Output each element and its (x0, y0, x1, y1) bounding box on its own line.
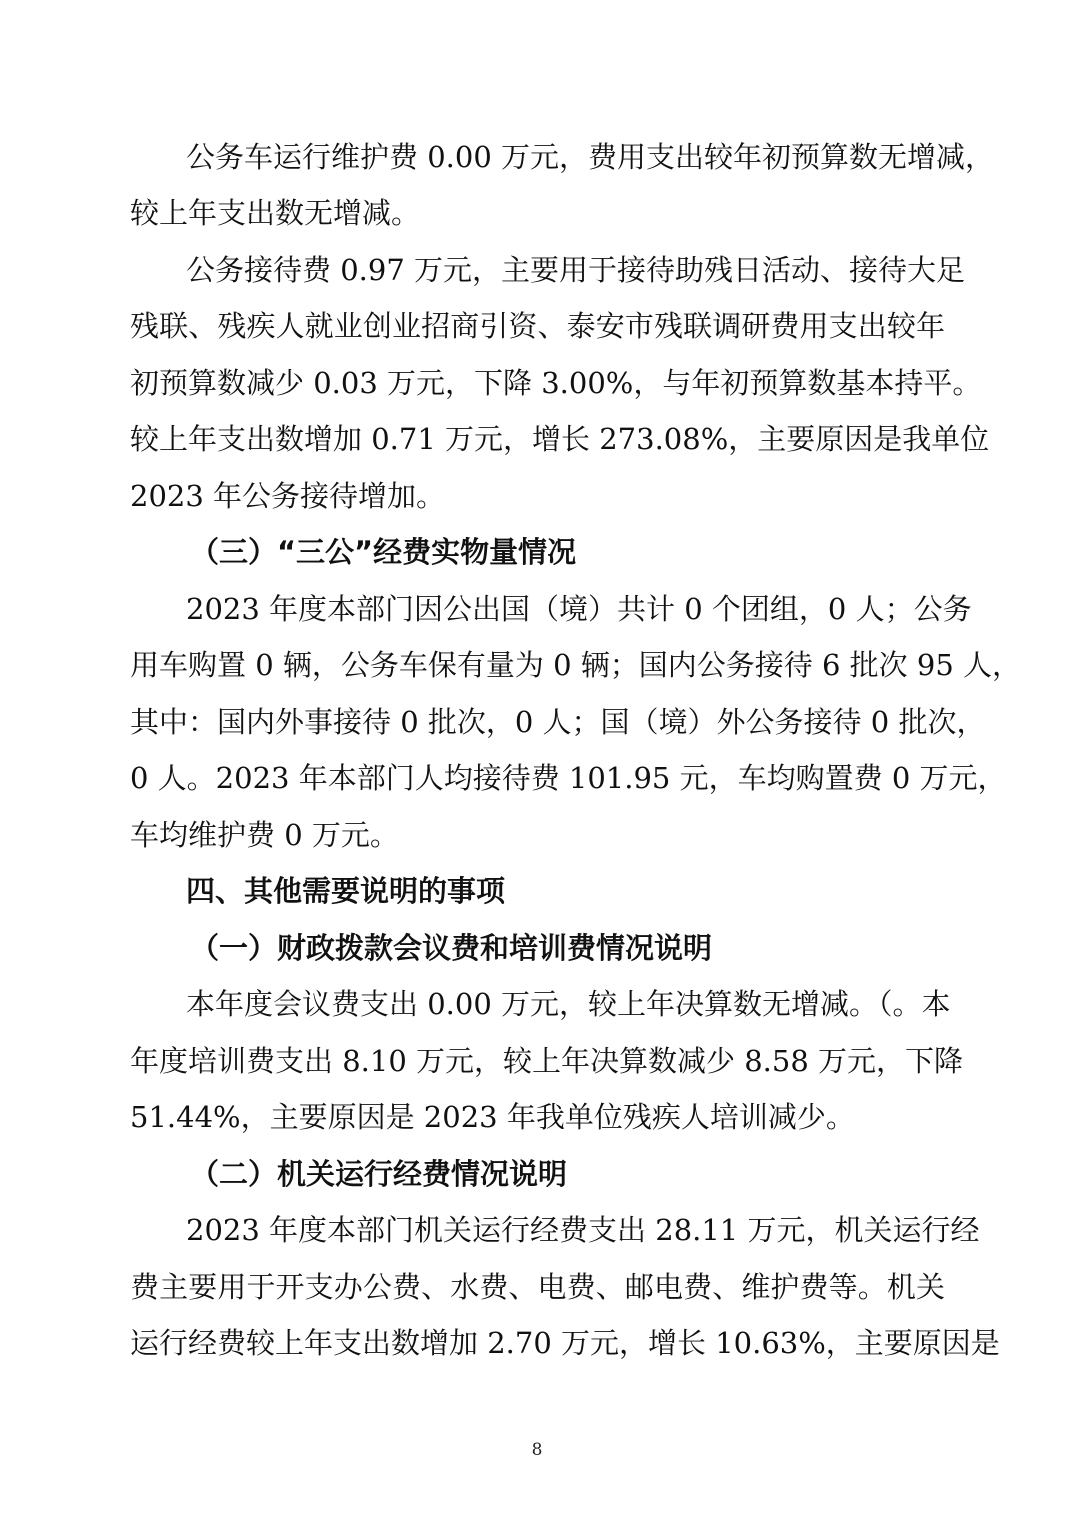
paragraph-line: 残联、残疾人就业创业招商引资、泰安市残联调研费用支出较年 (130, 309, 945, 343)
paragraph-line: 车均维护费 0 万元。 (130, 818, 399, 852)
paragraph-line: 费主要用于开支办公费、水费、电费、邮电费、维护费等。机关 (130, 1270, 945, 1304)
paragraph-line: 公务接待费 0.97 万元，主要用于接待助残日活动、接待大足 (186, 253, 966, 287)
paragraph-line: 本年度会议费支出 0.00 万元，较上年决算数无增减。（。本 (186, 987, 951, 1021)
paragraph-line: 其中：国内外事接待 0 批次，0 人；国（境）外公务接待 0 批次， (130, 705, 986, 739)
paragraph-line: 0 人。2023 年本部门人均接待费 101.95 元，车均购置费 0 万元， (130, 761, 1007, 795)
section-heading: （二）机关运行经费情况说明 (190, 1157, 568, 1191)
paragraph-line: 用车购置 0 辆，公务车保有量为 0 辆；国内公务接待 6 批次 95 人， (130, 648, 1022, 682)
paragraph-line: 2023 年度本部门机关运行经费支出 28.11 万元，机关运行经 (186, 1213, 980, 1247)
section-heading: （一）财政拨款会议费和培训费情况说明 (190, 931, 713, 965)
page-number: 8 (531, 1440, 543, 1460)
paragraph-line: 公务车运行维护费 0.00 万元，费用支出较年初预算数无增减， (186, 140, 995, 174)
paragraph-line: 年度培训费支出 8.10 万元，较上年决算数减少 8.58 万元，下降 (130, 1044, 964, 1078)
section-heading: （三）“三公”经费实物量情况 (190, 535, 577, 569)
paragraph-line: 2023 年度本部门因公出国（境）共计 0 个团组，0 人；公务 (186, 592, 972, 626)
paragraph-line: 初预算数减少 0.03 万元，下降 3.00%，与年初预算数基本持平。 (130, 366, 982, 400)
paragraph-line: 2023 年公务接待增加。 (130, 479, 446, 513)
section-heading: 四、其他需要说明的事项 (186, 874, 506, 908)
paragraph-line: 较上年支出数增加 0.71 万元，增长 273.08%，主要原因是我单位 (130, 422, 990, 456)
paragraph-line: 51.44%，主要原因是 2023 年我单位残疾人培训减少。 (130, 1100, 855, 1134)
paragraph-line: 较上年支出数无增减。 (130, 196, 421, 230)
paragraph-line: 运行经费较上年支出数增加 2.70 万元，增长 10.63%，主要原因是 (130, 1326, 1000, 1360)
